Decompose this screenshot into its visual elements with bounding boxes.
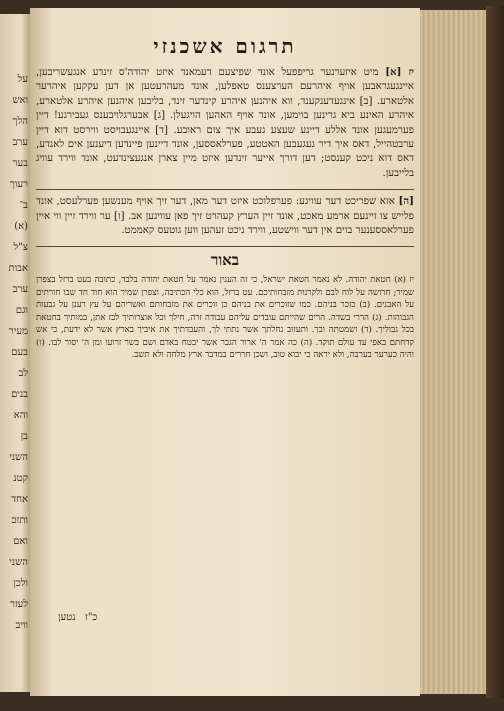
left-page-line: השני [9, 452, 28, 463]
footer-catchword: כ"ז [85, 612, 98, 623]
left-page-line: רעוך [9, 179, 28, 190]
left-page-line: לעזר [9, 599, 28, 610]
left-page-line: בנים [11, 389, 28, 400]
left-page-line: קטנ [13, 473, 28, 484]
left-page-line: צ"ל [13, 242, 28, 253]
left-page-line: ותזכ [11, 515, 28, 526]
left-page-line: ערב [12, 137, 28, 148]
left-page-line: אבות [8, 263, 28, 274]
left-page-line: השני [9, 557, 28, 568]
left-page-line: ולכן [13, 578, 28, 589]
left-page-line: מעיר [8, 326, 28, 337]
left-page-line: והא [13, 410, 28, 421]
left-page-line: ואש [12, 95, 28, 106]
left-page-line: על [17, 74, 28, 85]
section-divider [36, 189, 414, 190]
section-divider [36, 246, 414, 247]
left-page-line: ב־ [19, 200, 28, 211]
verse-text-1: מיט איזערנער גריפפעל אונד שפיצעם דעמאנד איזט יהודה'ס זינדע אנגעשריבען, איינגעגראבען אויף איהרעם הערצענס טאפלען, אונד מעהרעטען אן דען עקקען איהרער אלטארע. [ב] אינגעדענקענד, ווא איהנען איהרע קינדער זינד, בליבען איהנען איהרע אלטארע, איהרע האינע ביא גרינען בוימען, אונד אויף האהען הויגעלן. [ג] אבערגלויבענס געבירגע! דיין פערמעגען אונד אללע דיינע שעצע געבע איך צום ראובע. [ד] איינגעבויסט ווירסט דוא דיין ערבטהייל, דאס איך דיר געגעבען האטטע, פערלאססען, אונד דיינען פיינדען דיענען אים לאנדע, דאס דוא ניכט קענסט; דען דורך אייער זינדען איזט מיין צארן אנגעצינדעט, אונד ווירד עוויג בלייבען. [36, 67, 414, 179]
left-page-line: הלך [12, 116, 28, 127]
footer-signature: נטען [58, 612, 76, 623]
commentary-heading: באור [210, 251, 240, 270]
verse-label-1: יז [א] [385, 66, 414, 78]
left-page-line: וויב [15, 620, 28, 631]
left-page-line: וגם [15, 305, 28, 316]
verse-label-2: [ה] [398, 195, 414, 208]
page-content [36, 34, 414, 361]
page-title: תרגום אשכנזי [153, 34, 297, 58]
left-page-line: בן [20, 431, 28, 442]
page-edges [420, 10, 486, 694]
left-page-line: לב [18, 368, 28, 379]
translation-paragraph-1 [36, 65, 414, 181]
left-page-line: אחד [11, 494, 28, 505]
left-page-line: (א) [14, 221, 28, 232]
book-cover-edge [486, 6, 504, 698]
verse-text-2: אזא שפריכט דער עוויגע: פערפלוכט איזט דער מאן, דער זיך אויף מענשען פערלעסט, אונד פלייש צו זיינעם ארמע מאכט, אונד זיין הערץ קעהרט זיך פאן עוויגען אב. [ו] ער ווירד זיין ווי איין פערלאססענער בוים אין דער ווישטע, ווירד ניכט זעהען ווען גוטעס קאממט. [36, 196, 414, 237]
page-footer [58, 612, 218, 623]
left-page-line: בער [12, 158, 28, 169]
left-page-line: ואם [13, 536, 28, 547]
translation-paragraph-2 [36, 194, 414, 238]
left-page-line: ערב [12, 284, 28, 295]
commentary-text: יז (א) חטאת יהודה. לא נאמר חטאת ישראל, כי זה הענין נאמר על חטאת יהודה בלבד, כתובה בעט ברזל בצפרן שמיר; חרושה על לוח לבם ולקרנות מזבחותיכם. עט ברזל, הוא כלי הכתיבה, וצפרן שמיר הוא חוד חד שבו חורתים על האבנים. (ב) כזכר בניהם. כמו שזוכרים את בניהם כן זוכרים את מזבחותם ואשריהם על עץ רענן על גבעות הגבוהות. (ג) הררי בשדה. הרים שהייתם עובדים עליהם עבודה זרה, חילך וכל אוצרותיך לבז אתן, במותיך בחטאת בכל גבוליך. (ד) ושמטתה ובך. ותעזוב נחלתך אשר נתתי לך, והעבדתיך את איביך בארץ אשר לא ידעת, כי אש קדחתם באפי עד עולם תוקד. (ה) כה אמר ה' ארור הגבר אשר יבטח באדם ושם בשר זרועו ומן ה' יסור לבו. (ו) והיה כערער בערבה, ולא יראה כי יבוא טוב, ושכן חררים במדבר ארץ מלחה ולא תשב. [36, 275, 414, 360]
left-page-line: בעם [11, 347, 28, 358]
left-page-fragment [0, 14, 30, 692]
